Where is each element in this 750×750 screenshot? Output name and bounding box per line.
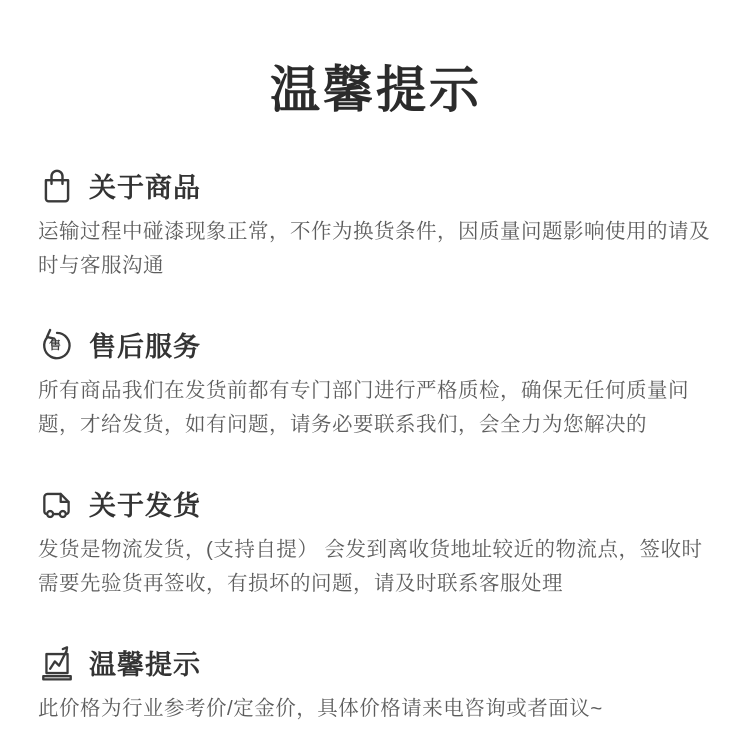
after-sales-icon-glyph: 售: [48, 337, 62, 352]
section-heading-row: [38, 325, 714, 364]
shopping-bag-icon: [38, 167, 76, 205]
section-about-product: [38, 166, 714, 283]
section-body-text: 运输过程中碰漆现象正常，不作为换货条件，因质量问题影响使用的请及时与客服沟通: [38, 220, 710, 277]
chart-board-icon: [38, 644, 76, 682]
page-title: 温馨提示: [270, 62, 482, 118]
section-after-sales: [38, 325, 714, 442]
section-heading-label: 温馨提示: [89, 650, 201, 680]
section-shipping: [38, 484, 714, 601]
section-warm-tips: [38, 643, 714, 726]
section-heading-label: 关于发货: [89, 491, 201, 521]
section-body-text: 所有商品我们在发货前都有专门部门进行严格质检，确保无任何质量问题，才给发货，如有问题，请务必要联系我们，会全力为您解决的: [38, 379, 689, 436]
after-sales-refresh-icon: [38, 326, 76, 364]
delivery-truck-icon: [38, 485, 76, 523]
section-heading-row: [38, 643, 714, 682]
section-heading-label: 售后服务: [89, 332, 201, 362]
section-heading-row: [38, 484, 714, 523]
section-heading-row: [38, 166, 714, 205]
section-body-text: 发货是物流发货，(支持自提） 会发到离收货地址较近的物流点，签收时需要先验货再签收，有损坏的问题，请及时联系客服处理: [38, 538, 703, 595]
section-body-text: 此价格为行业参考价/定金价，具体价格请来电咨询或者面议~: [38, 697, 603, 720]
section-heading-label: 关于商品: [89, 173, 201, 203]
